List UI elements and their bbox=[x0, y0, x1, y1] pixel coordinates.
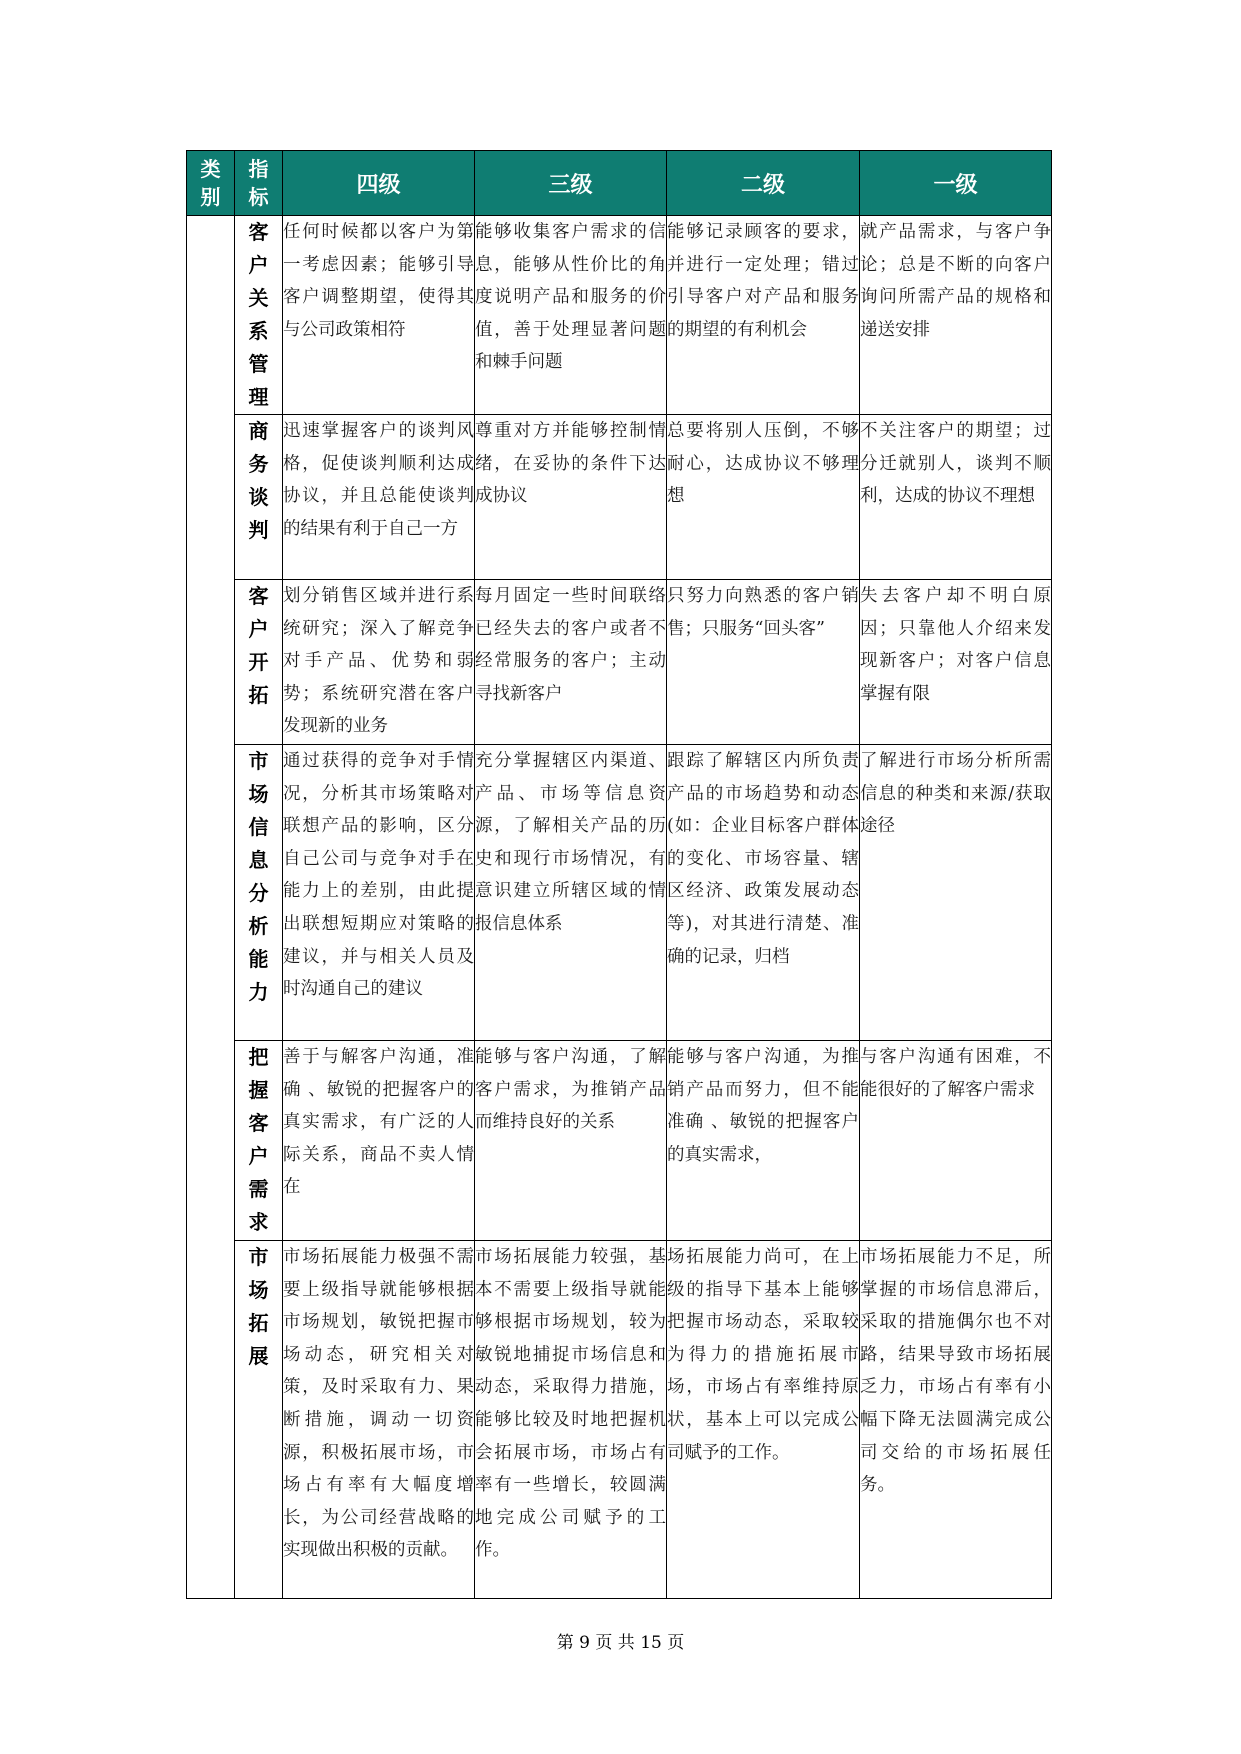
indicator-cell: 客户关系管理 bbox=[235, 216, 283, 415]
level-2-cell: 场拓展能力尚可，在上级的指导下基本上能够把握市场动态，采取较为得力的措施拓展市场，市场占有率维持原状，基本上可以完成公司赋予的工作。 bbox=[667, 1241, 860, 1599]
level-2-cell: 跟踪了解辖区内所负责产品的市场趋势和动态(如：企业目标客户群体的变化、市场容量、辖区经济、政策发展动态等)，对其进行清楚、准确的记录，归档 bbox=[667, 745, 860, 1041]
level-4-cell: 划分销售区域并进行系统研究；深入了解竞争对手产品、优势和弱势；系统研究潜在客户发现新的业务 bbox=[283, 580, 475, 745]
level-1-cell: 与客户沟通有困难，不能很好的了解客户需求 bbox=[860, 1041, 1052, 1241]
indicator-cell: 市场信息分析能力 bbox=[235, 745, 283, 1041]
table-header-row bbox=[187, 151, 1052, 216]
level-3-cell: 能够与客户沟通，了解客户需求，为推销产品而维持良好的关系 bbox=[475, 1041, 667, 1241]
table-row bbox=[187, 216, 1052, 415]
indicator-cell: 市场拓展 bbox=[235, 1241, 283, 1599]
level-4-cell: 迅速掌握客户的谈判风格，促使谈判顺利达成协议，并且总能使谈判的结果有利于自己一方 bbox=[283, 415, 475, 580]
level-1-cell: 不关注客户的期望；过分迁就别人，谈判不顺利，达成的协议不理想 bbox=[860, 415, 1052, 580]
indicator-cell: 商务谈判 bbox=[235, 415, 283, 580]
table-row bbox=[187, 745, 1052, 1041]
level-4-cell: 善于与解客户沟通，准确 、敏锐的把握客户的真实需求，有广泛的人际关系，商品不卖人情在 bbox=[283, 1041, 475, 1241]
header-indicator: 指 标 bbox=[235, 151, 283, 216]
level-3-cell: 每月固定一些时间联络已经失去的客户或者不经常服务的客户；主动寻找新客户 bbox=[475, 580, 667, 745]
level-4-cell: 市场拓展能力极强不需要上级指导就能够根据市场规划，敏锐把握市场动态，研究相关对策，及时采取有力、果断措施，调动一切资源，积极拓展市场，市场占有率有大幅度增长，为公司经营战略的实现做出积极的贡献。 bbox=[283, 1241, 475, 1599]
level-4-cell: 任何时候都以客户为第一考虑因素；能够引导客户调整期望，使得其与公司政策相符 bbox=[283, 216, 475, 415]
page-number-footer: 第 9 页 共 15 页 bbox=[556, 1633, 685, 1653]
competency-table bbox=[186, 150, 1052, 1599]
level-3-cell: 尊重对方并能够控制情绪，在妥协的条件下达成协议 bbox=[475, 415, 667, 580]
indicator-cell: 客户开拓 bbox=[235, 580, 283, 745]
level-1-cell: 了解进行市场分析所需信息的种类和来源/获取途径 bbox=[860, 745, 1052, 1041]
header-level-2: 二级 bbox=[667, 151, 860, 216]
table-row bbox=[187, 1041, 1052, 1241]
level-4-cell: 通过获得的竞争对手情况，分析其市场策略对联想产品的影响，区分自己公司与竞争对手在能力上的差别，由此提出联想短期应对策略的建议，并与相关人员及时沟通自己的建议 bbox=[283, 745, 475, 1041]
level-1-cell: 市场拓展能力不足，所掌握的市场信息滞后，采取的措施偶尔也不对路，结果导致市场拓展乏力，市场占有率有小幅下降无法圆满完成公司交给的市场拓展任务。 bbox=[860, 1241, 1052, 1599]
level-2-cell: 能够与客户沟通，为推销产品而努力，但不能准确 、敏锐的把握客户的真实需求， bbox=[667, 1041, 860, 1241]
header-level-4: 四级 bbox=[283, 151, 475, 216]
level-1-cell: 就产品需求，与客户争论；总是不断的向客户询问所需产品的规格和递送安排 bbox=[860, 216, 1052, 415]
level-2-cell: 总要将别人压倒，不够耐心，达成协议不够理想 bbox=[667, 415, 860, 580]
table-row bbox=[187, 580, 1052, 745]
table-row bbox=[187, 415, 1052, 580]
table-row bbox=[187, 1241, 1052, 1599]
level-3-cell: 能够收集客户需求的信息，能够从性价比的角度说明产品和服务的价值，善于处理显著问题和棘手问题 bbox=[475, 216, 667, 415]
category-cell bbox=[187, 216, 235, 1599]
header-category: 类 别 bbox=[187, 151, 235, 216]
level-2-cell: 只努力向熟悉的客户销售；只服务“回头客” bbox=[667, 580, 860, 745]
indicator-cell: 把握客户需求 bbox=[235, 1041, 283, 1241]
header-level-1: 一级 bbox=[860, 151, 1052, 216]
level-2-cell: 能够记录顾客的要求，并进行一定处理；错过引导客户对产品和服务的期望的有利机会 bbox=[667, 216, 860, 415]
level-3-cell: 充分掌握辖区内渠道、产品、市场等信息资源，了解相关产品的历史和现行市场情况，有意识建立所辖区域的情报信息体系 bbox=[475, 745, 667, 1041]
level-3-cell: 市场拓展能力较强，基本不需要上级指导就能够根据市场规划，较为敏锐地捕捉市场信息和动态，采取得力措施，能够比较及时地把握机会拓展市场，市场占有率有一些增长，较圆满地完成公司赋予的工作。 bbox=[475, 1241, 667, 1599]
level-1-cell: 失去客户却不明白原因；只靠他人介绍来发现新客户；对客户信息掌握有限 bbox=[860, 580, 1052, 745]
header-level-3: 三级 bbox=[475, 151, 667, 216]
